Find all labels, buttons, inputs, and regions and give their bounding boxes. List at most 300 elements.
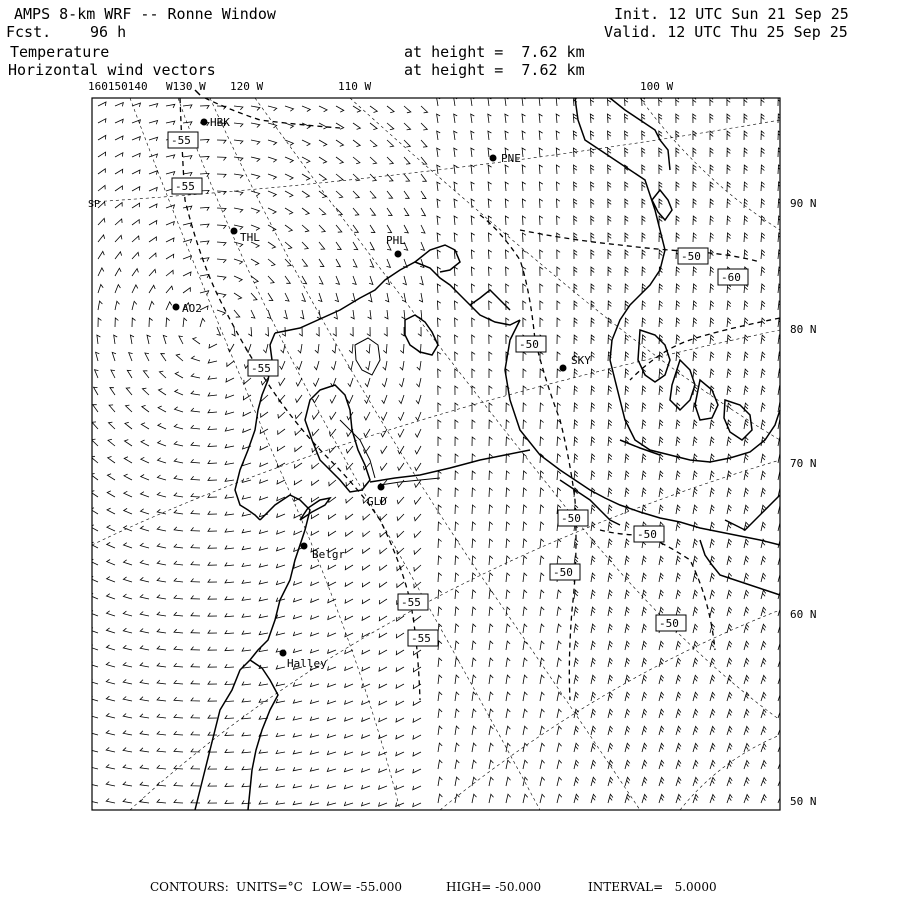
wind-barb xyxy=(277,514,285,518)
wind-barb xyxy=(124,457,132,463)
wind-barb xyxy=(506,318,509,327)
station-label: HBK xyxy=(210,116,230,129)
wind-barb xyxy=(710,335,714,344)
wind-barb xyxy=(471,182,475,191)
wind-barb xyxy=(191,579,200,583)
station-label: GLD xyxy=(367,495,387,508)
wind-barb xyxy=(348,361,353,370)
wind-barb xyxy=(276,767,285,771)
wind-barb xyxy=(421,140,427,147)
wind-barb xyxy=(540,284,543,293)
wind-barb xyxy=(166,254,174,259)
wind-barb xyxy=(438,318,441,327)
wind-barb xyxy=(642,318,646,327)
wind-barb xyxy=(132,269,138,276)
wind-barb xyxy=(200,241,209,245)
wind-barb xyxy=(608,318,612,327)
wind-barb xyxy=(329,463,336,469)
contour-label: -60 xyxy=(721,271,741,284)
wind-barb xyxy=(404,140,410,147)
wind-barb xyxy=(557,369,561,378)
wind-barb xyxy=(710,675,715,684)
wind-barb xyxy=(676,658,681,667)
wind-barb xyxy=(380,565,387,570)
wind-barb xyxy=(727,761,732,770)
wind-barb xyxy=(107,491,115,497)
wind-barb xyxy=(319,208,326,215)
wind-barb xyxy=(183,318,187,327)
wind-barb xyxy=(761,233,765,242)
wind-barb xyxy=(217,242,226,246)
wind-barb xyxy=(591,199,594,208)
wind-barb xyxy=(370,123,377,130)
wind-barb xyxy=(363,548,370,553)
wind-barb xyxy=(676,777,681,786)
wind-barb xyxy=(455,386,458,395)
lat-label: 80 N xyxy=(790,323,817,336)
wind-barb xyxy=(109,405,115,412)
wind-barb xyxy=(573,131,577,140)
wind-barb xyxy=(396,769,404,773)
wind-barb xyxy=(346,514,353,520)
wind-barb xyxy=(336,225,342,232)
wind-barb xyxy=(676,437,680,446)
contour-label: -50 xyxy=(553,566,573,579)
wind-barb xyxy=(523,624,527,633)
wind-barb xyxy=(693,607,698,616)
valid-time: Valid. 12 UTC Thu 25 Sep 25 xyxy=(604,23,848,41)
wind-barb xyxy=(261,412,268,417)
contour-legend-title: CONTOURS: xyxy=(150,880,229,894)
wind-barb xyxy=(744,778,749,787)
wind-barb xyxy=(727,743,732,752)
wind-barb xyxy=(191,374,200,379)
wind-barb xyxy=(676,386,680,395)
wind-barb xyxy=(693,624,698,633)
wind-barb xyxy=(217,327,221,335)
wind-barb xyxy=(727,403,731,412)
wind-barb xyxy=(251,174,260,179)
wind-barb xyxy=(98,218,105,225)
wind-barb xyxy=(106,764,115,769)
wind-barb xyxy=(659,403,663,412)
wind-barb xyxy=(455,692,459,701)
wind-barb xyxy=(693,760,698,769)
wind-barb xyxy=(268,174,276,179)
wind-barb xyxy=(472,726,476,735)
wind-barb xyxy=(183,173,192,177)
wind-barb xyxy=(302,259,308,266)
wind-barb xyxy=(693,556,698,565)
lat-label: 60 N xyxy=(790,608,817,621)
wind-barb xyxy=(438,777,442,786)
wind-barb xyxy=(761,284,765,293)
wind-barb xyxy=(93,405,98,412)
wind-barb xyxy=(208,426,217,429)
wind-barb xyxy=(557,182,560,191)
wind-barb xyxy=(123,731,132,735)
wind-barb xyxy=(455,760,459,769)
wind-barb xyxy=(608,437,612,446)
wind-barb xyxy=(625,522,629,531)
wind-barb xyxy=(642,692,647,701)
wind-barb xyxy=(625,386,629,395)
wind-barb xyxy=(744,675,749,684)
wind-barb xyxy=(158,406,166,412)
wind-barb xyxy=(523,488,527,497)
wind-barb xyxy=(625,709,630,718)
wind-barb xyxy=(370,140,377,147)
wind-barb xyxy=(455,369,458,378)
wind-barb xyxy=(505,114,509,123)
wind-barb xyxy=(225,664,234,667)
wind-barb xyxy=(421,191,426,199)
wind-barb xyxy=(251,310,255,318)
wind-barb xyxy=(174,527,183,531)
wind-barb xyxy=(540,471,544,480)
wind-barb xyxy=(625,692,630,701)
wind-barb xyxy=(540,556,544,565)
wind-barb xyxy=(455,607,459,616)
wind-barb xyxy=(400,361,404,370)
wind-barb xyxy=(438,352,441,361)
wind-barb xyxy=(591,284,594,293)
wind-barb xyxy=(225,613,234,617)
wind-barb xyxy=(89,764,98,769)
wind-barb xyxy=(591,692,596,701)
wind-barb xyxy=(727,233,731,242)
wind-barb xyxy=(140,577,149,582)
lon-label: 120 W xyxy=(230,80,264,93)
wind-barb xyxy=(259,767,268,771)
wind-barb xyxy=(174,476,183,480)
wind-barb xyxy=(242,597,251,601)
wind-barb xyxy=(124,491,132,497)
wind-barb xyxy=(489,624,493,633)
wind-barb xyxy=(331,361,336,370)
wind-barb xyxy=(363,565,370,570)
wind-barb xyxy=(346,548,354,553)
wind-barb xyxy=(608,369,612,378)
wind-barb xyxy=(310,717,319,721)
wind-barb xyxy=(316,327,319,336)
wind-barb xyxy=(396,667,404,672)
wind-barb xyxy=(506,794,511,803)
wind-barb xyxy=(625,743,630,752)
wind-barb xyxy=(676,590,681,599)
wind-barb xyxy=(744,131,747,140)
wind-barb xyxy=(379,802,387,806)
wind-barb xyxy=(278,429,285,434)
wind-barb xyxy=(362,599,370,604)
wind-barb xyxy=(345,751,354,755)
wind-barb xyxy=(472,437,475,446)
wind-barb xyxy=(454,182,457,191)
wind-barb xyxy=(540,420,544,429)
wind-barb xyxy=(107,560,115,566)
wind-barb xyxy=(522,182,525,191)
wind-barb xyxy=(574,420,578,429)
wind-barb xyxy=(276,581,285,585)
wind-barb xyxy=(163,335,167,344)
wind-barb xyxy=(157,492,166,497)
wind-barb xyxy=(285,225,292,232)
wind-barb xyxy=(108,439,115,446)
wind-barb xyxy=(625,590,629,599)
wind-barb xyxy=(147,335,151,344)
wind-barb xyxy=(744,386,748,395)
wind-barb xyxy=(174,714,183,718)
wind-barb xyxy=(115,285,120,293)
wind-barb xyxy=(506,709,510,718)
wind-barb xyxy=(489,471,493,480)
wind-barb xyxy=(350,327,353,336)
lat-lon-grid xyxy=(92,98,780,810)
wind-barb xyxy=(268,191,276,197)
wind-barb xyxy=(642,352,646,361)
wind-barb xyxy=(123,679,132,684)
wind-barb xyxy=(556,131,560,140)
wind-barb xyxy=(413,718,421,722)
wind-barb xyxy=(437,250,440,259)
wind-barb xyxy=(540,216,543,225)
wind-barb xyxy=(540,437,544,446)
wind-barb xyxy=(488,182,492,191)
wind-barb xyxy=(591,590,595,599)
wind-barb xyxy=(149,221,157,226)
wind-barb xyxy=(276,564,285,568)
wind-barb xyxy=(659,556,663,565)
wind-barb xyxy=(710,726,715,735)
map-title: AMPS 8-km WRF -- Ronne Window xyxy=(14,5,276,23)
wind-barb xyxy=(727,199,731,208)
wind-barb xyxy=(295,412,302,419)
wind-barb xyxy=(310,734,319,738)
wind-barb xyxy=(268,106,277,111)
wind-barb xyxy=(345,599,353,603)
wind-barb xyxy=(313,378,319,386)
wind-barb xyxy=(625,335,629,344)
wind-barb xyxy=(106,628,115,633)
wind-barb xyxy=(370,225,375,233)
wind-barb xyxy=(174,595,183,599)
wind-barb xyxy=(540,709,545,718)
wind-barb xyxy=(191,408,200,412)
wind-barb xyxy=(557,624,561,633)
wind-barb xyxy=(625,352,629,361)
wind-barb xyxy=(676,420,680,429)
wind-barb xyxy=(608,505,612,514)
wind-barb xyxy=(268,293,273,301)
wind-barb xyxy=(416,378,421,387)
wind-barb xyxy=(327,751,336,755)
wind-barb xyxy=(115,186,122,191)
wind-barb xyxy=(296,378,302,386)
wind-barb xyxy=(132,220,139,225)
wind-barb xyxy=(608,607,612,616)
wind-barb xyxy=(574,794,579,803)
wind-barb xyxy=(329,514,336,519)
wind-barb xyxy=(523,403,526,412)
wind-barb xyxy=(381,446,387,454)
wind-barb xyxy=(761,590,766,599)
wind-barb xyxy=(285,174,293,180)
wind-barb xyxy=(234,293,242,299)
wind-barb xyxy=(107,594,116,599)
wind-barb xyxy=(398,412,404,420)
wind-barb xyxy=(761,522,766,531)
wind-barb xyxy=(396,786,404,790)
wind-barb xyxy=(506,471,510,480)
wind-barb xyxy=(140,560,149,565)
wind-barb xyxy=(438,437,441,446)
wind-barb xyxy=(174,748,183,752)
wind-barb xyxy=(242,766,251,769)
station-marker xyxy=(231,228,238,235)
wind-barb xyxy=(642,267,645,276)
wind-barb xyxy=(251,123,260,128)
wind-barb xyxy=(421,123,427,130)
wind-barb xyxy=(191,800,200,803)
wind-barb xyxy=(143,371,149,378)
wind-barb xyxy=(625,471,629,480)
wind-barb xyxy=(506,590,510,599)
wind-barb xyxy=(208,596,217,599)
wind-barb xyxy=(379,701,387,705)
wind-barb xyxy=(317,310,321,319)
lon-label: W130 W xyxy=(166,80,206,93)
wind-barb xyxy=(362,785,371,789)
wind-barb xyxy=(710,250,714,259)
wind-barb xyxy=(472,658,476,667)
wind-barb xyxy=(693,284,697,293)
wind-barb xyxy=(225,681,234,684)
wind-barb xyxy=(608,539,612,548)
wind-barb xyxy=(693,352,697,361)
wind-barb xyxy=(123,611,132,616)
wind-barb xyxy=(455,488,459,497)
wind-barb xyxy=(175,407,184,412)
wind-barb xyxy=(259,564,268,568)
wind-barb xyxy=(591,250,594,259)
wind-barb xyxy=(557,454,561,463)
contour-label: -50 xyxy=(561,512,581,525)
wind-barb xyxy=(208,800,217,803)
wind-barb xyxy=(676,760,681,769)
wind-barb xyxy=(179,336,183,344)
wind-barb xyxy=(744,454,748,463)
contour-label: -55 xyxy=(171,134,191,147)
wind-barb xyxy=(556,165,559,174)
wind-barb xyxy=(523,607,527,616)
wind-barb xyxy=(625,131,629,140)
wind-barb xyxy=(191,647,200,650)
wind-barb xyxy=(106,696,115,701)
wind-barb xyxy=(132,187,140,191)
wind-barb xyxy=(727,250,731,259)
wind-barb xyxy=(710,437,714,446)
wind-barb xyxy=(208,409,217,413)
wind-barb xyxy=(225,411,234,415)
wind-barb xyxy=(574,590,578,599)
wind-barb xyxy=(761,488,766,497)
wind-barb xyxy=(149,269,156,276)
wind-barb xyxy=(574,233,577,242)
wind-barb xyxy=(387,157,393,164)
wind-barb xyxy=(208,511,217,514)
wind-barb xyxy=(693,454,697,463)
wind-barb xyxy=(209,344,217,348)
wind-barb xyxy=(225,749,234,752)
wind-barb xyxy=(123,697,132,702)
wind-barb xyxy=(191,562,200,566)
wind-barb xyxy=(97,335,101,344)
wind-barb xyxy=(659,488,663,497)
wind-barb xyxy=(693,148,696,157)
wind-barb xyxy=(225,715,234,718)
wind-barb xyxy=(523,590,527,599)
wind-barb xyxy=(574,250,577,259)
wind-barb xyxy=(557,403,561,412)
wind-barb xyxy=(642,386,646,395)
wind-barb xyxy=(98,318,101,327)
wind-barb xyxy=(200,106,209,109)
station-label: PNE xyxy=(501,152,521,165)
wind-barb xyxy=(141,440,149,446)
wind-barb xyxy=(285,106,294,111)
wind-barb xyxy=(744,216,748,225)
wind-barb xyxy=(472,675,476,684)
wind-barb xyxy=(302,242,308,249)
wind-barb xyxy=(506,437,510,446)
wind-barb xyxy=(608,335,612,344)
wind-barb xyxy=(574,386,578,395)
wind-barb xyxy=(115,136,123,140)
wind-barb xyxy=(157,578,166,582)
wind-barb xyxy=(693,471,697,480)
wind-barb xyxy=(659,760,664,769)
wind-barb xyxy=(208,681,217,684)
wind-barb xyxy=(693,709,698,718)
wind-barb xyxy=(727,778,732,787)
wind-barb xyxy=(157,612,166,616)
wind-barb xyxy=(362,768,371,772)
wind-barb xyxy=(506,420,509,429)
wind-barb xyxy=(574,335,577,344)
wind-barb xyxy=(225,630,234,633)
wind-barb xyxy=(285,259,291,266)
wind-barb xyxy=(421,157,427,164)
wind-barb xyxy=(471,131,475,140)
wind-barb xyxy=(761,199,765,208)
wind-barb xyxy=(183,239,192,243)
wind-barb xyxy=(142,405,149,412)
wind-barb xyxy=(311,649,320,653)
wind-barb xyxy=(263,344,268,353)
wind-barb xyxy=(404,174,410,181)
wind-barb xyxy=(157,697,166,701)
wind-barb xyxy=(98,119,106,123)
wind-barb xyxy=(727,607,732,616)
wind-barb xyxy=(382,378,387,387)
wind-barb xyxy=(608,301,611,310)
wind-barb xyxy=(744,301,748,310)
wind-barb xyxy=(98,301,102,310)
wind-barb xyxy=(642,233,645,242)
wind-barb xyxy=(676,284,680,293)
wind-barb xyxy=(676,148,679,157)
wind-barb xyxy=(353,191,359,198)
